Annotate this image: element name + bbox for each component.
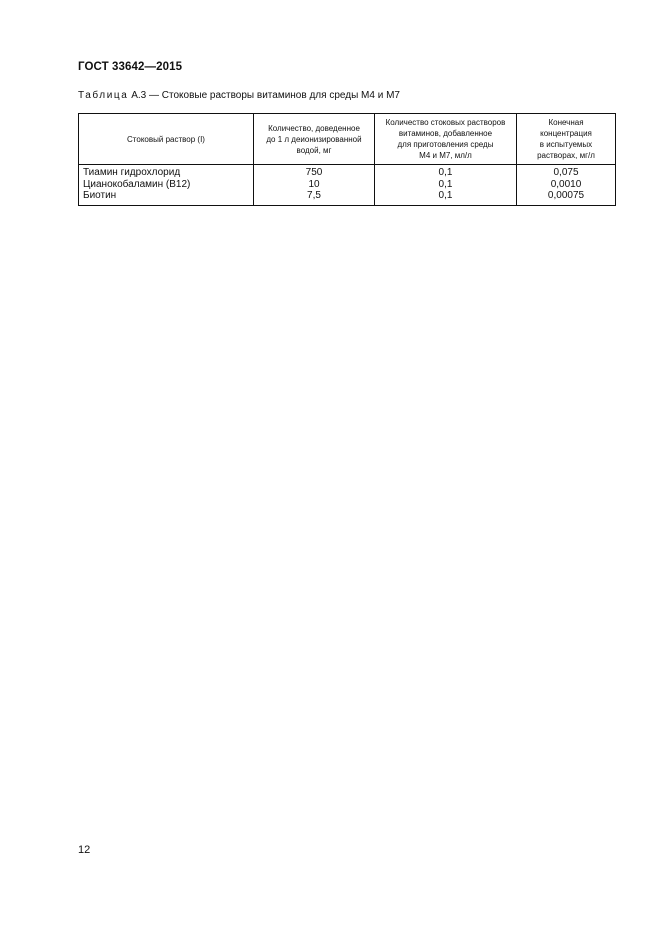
table-body-row <box>79 165 616 206</box>
amount-per-liter-cell <box>254 165 375 206</box>
table-caption-label: Таблица <box>78 90 129 101</box>
table-cell: 0,00075 <box>547 190 585 201</box>
table-cell: Цианокобаламин (В12) <box>83 178 191 190</box>
table-cell: 750 <box>305 167 323 178</box>
table-cell: Тиамин гидрохлорид <box>83 167 181 178</box>
page-number: 12 <box>78 844 91 856</box>
column-header-stock-solution: Стоковый раствор (I) <box>79 114 254 165</box>
stock-volume-added-cell <box>375 165 517 206</box>
table-cell: 0,1 <box>438 167 453 178</box>
column-header-final-concentration: Конечная концентрация в испытуемых растворах, мг/л <box>517 114 616 165</box>
column-header-stock-volume-added: Количество стоковых растворов витаминов, добавленное для приготовления среды М4 и М7, мл/л <box>375 114 517 165</box>
table-cell: 0,075 <box>553 167 579 178</box>
table-cell: Биотин <box>83 190 117 201</box>
table-cell: 0,1 <box>438 178 453 190</box>
vitamin-stock-table <box>78 113 616 206</box>
stock-solution-name-cell <box>79 165 254 206</box>
table-caption <box>78 90 400 101</box>
table-cell: 7,5 <box>307 190 321 201</box>
table-caption-text: А.3 — Стоковые растворы витаминов для среды М4 и М7 <box>128 90 400 101</box>
column-header-amount-per-liter: Количество, доведенное до 1 л деионизированной водой, мг <box>254 114 375 165</box>
table-cell: 10 <box>308 178 320 190</box>
final-concentration-cell <box>517 165 616 206</box>
table-cell: 0,0010 <box>550 178 582 190</box>
table-cell: 0,1 <box>438 190 453 201</box>
table-header-row <box>79 114 616 165</box>
document-header: ГОСТ 33642—2015 <box>78 61 183 73</box>
